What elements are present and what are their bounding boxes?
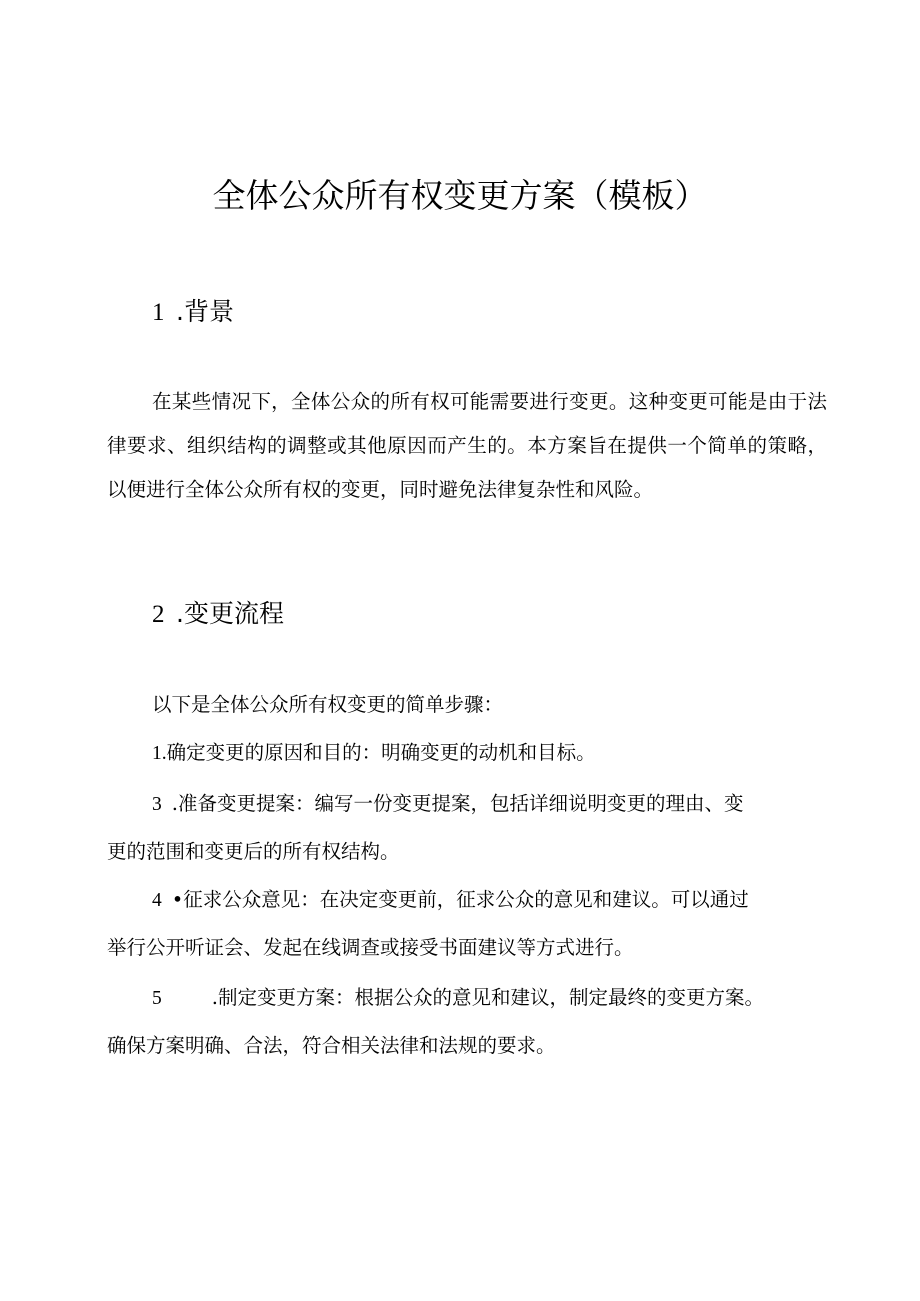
document-title: 全体公众所有权变更方案（模板） xyxy=(212,176,708,215)
step-text-continued: 确保方案明确、合法，符合相关法律和法规的要求。 xyxy=(107,1034,556,1057)
step-text-continued: 举行公开听证会、发起在线调查或接受书面建议等方式进行。 xyxy=(107,936,634,959)
step-text: •征求公众意见：在决定变更前，征求公众的意见和建议。可以通过 xyxy=(171,888,749,911)
section-heading-background xyxy=(152,292,234,328)
step-text: .准备变更提案：编写一份变更提案，包括详细说明变更的理由、变 xyxy=(171,792,744,815)
process-intro: 以下是全体公众所有权变更的简单步骤： xyxy=(152,693,504,716)
step-number: 4 xyxy=(152,890,162,911)
section-number: 2 xyxy=(152,601,165,628)
list-item xyxy=(152,885,749,916)
background-paragraph: 在某些情况下，全体公众的所有权可能需要进行变更。这种变更可能是由于法律要求、组织结构的调整或其他原因而产生的。本方案旨在提供一个简单的策略，以便进行全体公众所有权的变更，同时避免法律复杂性和风险。 xyxy=(107,390,827,501)
step-text: .制定变更方案：根据公众的意见和建议，制定最终的变更方案。 xyxy=(211,986,764,1009)
step-number: 1. xyxy=(152,743,167,764)
section-title: .变更流程 xyxy=(176,599,284,628)
section-title: .背景 xyxy=(176,297,234,326)
step-number: 3 xyxy=(152,794,162,815)
list-item xyxy=(152,789,743,820)
step-number: 5 xyxy=(152,988,162,1009)
section-number: 1 xyxy=(152,299,165,326)
step-text-continued: 更的范围和变更后的所有权结构。 xyxy=(107,840,400,863)
list-item xyxy=(152,738,596,769)
list-item xyxy=(152,983,764,1014)
step-text: 确定变更的原因和目的：明确变更的动机和目标。 xyxy=(166,741,596,764)
section-heading-process xyxy=(152,594,284,630)
